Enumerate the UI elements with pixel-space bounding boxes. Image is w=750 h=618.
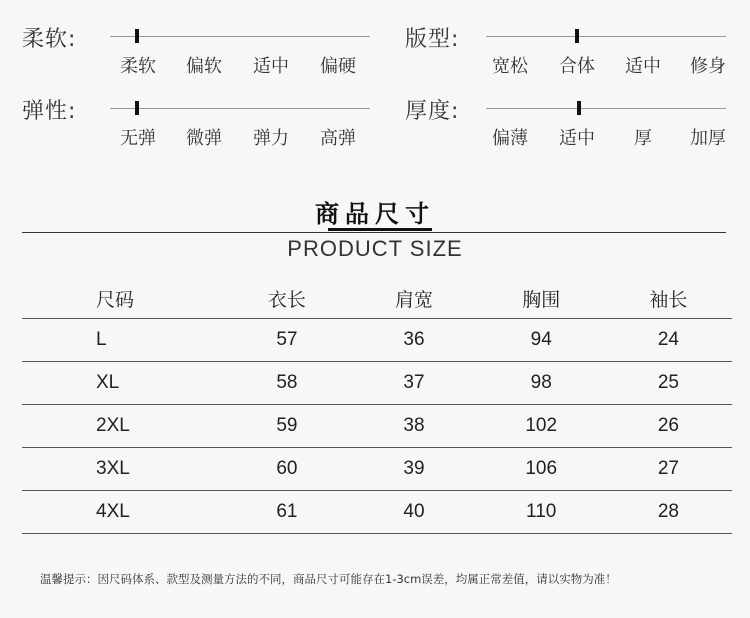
cell-sleeve: 28 [605,491,732,534]
cell-size: 4XL [22,491,223,534]
softness-option: 适中 [253,56,289,77]
elasticity-option: 无弹 [120,128,156,149]
cell-chest: 102 [478,405,605,448]
cell-size: 3XL [22,448,223,491]
footer-note: 温馨提示：因尺码体系、款型及测量方法的不同，商品尺寸可能存在1-3cm误差，均属正常差值，请以实物为准！ [40,572,617,586]
cell-length: 57 [223,319,350,362]
cell-shoulder: 38 [350,405,477,448]
elasticity-option: 微弹 [186,128,222,149]
softness-marker [135,29,139,43]
section-title-underline [328,228,432,231]
fit-label: 版型: [405,27,460,52]
table-header-row [22,278,732,319]
cell-sleeve: 25 [605,362,732,405]
thickness-option: 偏薄 [492,128,528,149]
elasticity-marker [135,101,139,115]
fit-option: 合体 [559,56,595,77]
header-size: 尺码 [22,278,223,319]
softness-scale-line [110,36,370,37]
cell-length: 61 [223,491,350,534]
fit-option: 适中 [625,56,661,77]
section-title: 商品尺寸 [315,199,435,228]
cell-sleeve: 24 [605,319,732,362]
cell-chest: 94 [478,319,605,362]
elasticity-scale-line [110,108,370,109]
elasticity-option: 弹力 [253,128,289,149]
table-row [22,362,732,405]
section-subtitle: PRODUCT SIZE [287,236,463,261]
softness-option: 偏硬 [320,56,356,77]
header-shoulder: 肩宽 [350,278,477,319]
thickness-option: 厚 [634,128,652,149]
cell-sleeve: 26 [605,405,732,448]
cell-size: XL [22,362,223,405]
table-row [22,448,732,491]
fit-marker [575,29,579,43]
cell-length: 60 [223,448,350,491]
cell-shoulder: 40 [350,491,477,534]
header-length: 衣长 [223,278,350,319]
cell-chest: 106 [478,448,605,491]
cell-chest: 98 [478,362,605,405]
table-row [22,491,732,534]
header-chest: 胸围 [478,278,605,319]
fit-option: 修身 [690,56,726,77]
table-row [22,319,732,362]
section-divider [22,232,726,233]
cell-length: 59 [223,405,350,448]
softness-option: 偏软 [186,56,222,77]
cell-shoulder: 39 [350,448,477,491]
cell-shoulder: 37 [350,362,477,405]
fit-scale-line [486,36,726,37]
fit-option: 宽松 [492,56,528,77]
cell-sleeve: 27 [605,448,732,491]
cell-chest: 110 [478,491,605,534]
softness-label: 柔软: [22,27,77,52]
cell-length: 58 [223,362,350,405]
cell-shoulder: 36 [350,319,477,362]
size-table [22,278,732,534]
softness-option: 柔软 [120,56,156,77]
header-sleeve: 袖长 [605,278,732,319]
thickness-option: 加厚 [690,128,726,149]
thickness-label: 厚度: [405,99,460,124]
cell-size: 2XL [22,405,223,448]
cell-size: L [22,319,223,362]
table-row [22,405,732,448]
elasticity-option: 高弹 [320,128,356,149]
thickness-scale-line [486,108,726,109]
thickness-marker [577,101,581,115]
thickness-option: 适中 [559,128,595,149]
elasticity-label: 弹性: [22,99,77,124]
